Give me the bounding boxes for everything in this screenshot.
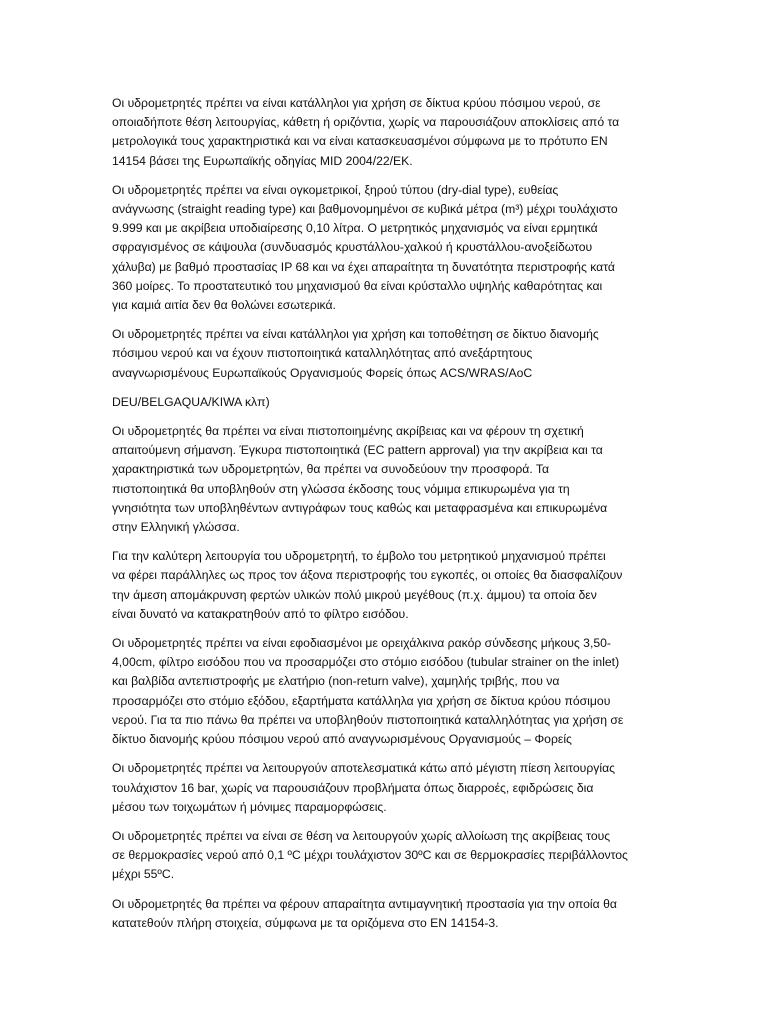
paragraph-4: DEU/BELGAQUA/KIWA κλπ) [112,394,270,409]
paragraph-8: Οι υδρομετρητές πρέπει να λειτουργούν αποτελεσματικά κάτω από μέγιστη πίεση λειτουργίας τουλάχιστον 16 bar, χωρίς να παρουσιάζουν προβλήματα όπως διαρροές, εφιδρώσεις δια μέσου των τοιχωμάτων ή μόνιμες παραμορφώσεις. [112,761,615,814]
paragraph-7: Οι υδρομετρητές πρέπει να είναι εφοδιασμένοι με ορειχάλκινα ρακόρ σύνδεσης μήκους 3,50- 4,00cm, φίλτρο εισόδου που να προσαρμόζει στο στόμιο εισόδου (tubular strainer on the inlet) και βαλβίδα αντεπιστροφής με ελατήριο (non-return valve), χαμηλής τριβής, που να προσαρμόζει στο στόμιο εξόδου, εξαρτήματα κατάλληλα για χρήση σε δίκτυα κρύου πόσιμου νερού. Για τα πιο πάνω θα πρέπει να υποβληθούν πιστοποιητικά καταλληλότητας για χρήση σε δίκτυο διανομής κρύου πόσιμου νερού από αναγνωρισμένους Οργανισμούς – Φορείς [112,636,624,747]
paragraph-1: Οι υδρομετρητές πρέπει να είναι κατάλληλοι για χρήση σε δίκτυα κρύου πόσιμου νερού, σε οποιαδήποτε θέση λειτουργίας, κάθετη ή οριζόντια, χωρίς να παρουσιάζουν αποκλίσεις από τα μετρολογικά τους χαρακτηριστικά και να είναι κατασκευασμένοι σύμφωνα με το πρότυπο EN 14154 βάσει της Ευρωπαϊκής οδηγίας MID 2004/22/ΕΚ. [112,96,620,168]
paragraph-3: Οι υδρομετρητές πρέπει να είναι κατάλληλοι για χρήση και τοποθέτηση σε δίκτυο διανομής πόσιμου νερού και να έχουν πιστοποιητικά καταλληλότητας από ανεξάρτητους αναγνωρισμένους Ευρωπαϊκούς Οργανισμούς Φορείς όπως ACS/WRAS/AoC [112,327,599,380]
paragraph-10: Οι υδρομετρητές θα πρέπει να φέρουν απαραίτητα αντιμαγνητική προστασία για την οποία θα κατατεθούν πλήρη στοιχεία, σύμφωνα με τα οριζόμενα στο EN 14154-3. [112,896,617,930]
paragraph-5: Οι υδρομετρητές θα πρέπει να είναι πιστοποιημένης ακρίβειας και να φέρουν τη σχετική απαιτούμενη σήμανση. Έγκυρα πιστοποιητικά (EC pattern approval) για την ακρίβεια και τα χαρακτηριστικά των υδρομετρητών, θα πρέπει να συνοδεύουν την προσφορά. Τα πιστοποιητικά θα υποβληθούν στη γλώσσα έκδοσης τους νόμιμα επικυρωμένα για τη γνησιότητα των υποβληθέντων αντιγράφων τους καθώς και μεταφρασμένα και επικυρωμένα στην Ελληνική γλώσσα. [112,424,608,535]
document-body [112,94,662,943]
paragraph-2: Οι υδρομετρητές πρέπει να είναι ογκομετρικοί, ξηρού τύπου (dry-dial type), ευθείας ανάγνωσης (straight reading type) και βαθμονομημένοι σε κυβικά μέτρα (m³) μέχρι τουλάχιστο 9.999 και με ακρίβεια υποδιαίρεσης 0,10 λίτρα. Ο μετρητικός μηχανισμός να είναι ερμητικά σφραγισμένος σε κάψουλα (συνδυασμός κρυστάλλου-χαλκού ή κρυστάλλου-ανοξείδωτου χάλυβα) με βαθμό προστασίας IP 68 και να έχει απαραίτητα τη δυνατότητα περιστροφής κατά 360 μοίρες. Το προστατευτικό του μηχανισμού θα είναι κρύσταλλο υψηλής καθαρότητας και για καμιά αιτία δεν θα θολώνει εσωτερικά. [112,182,618,313]
paragraph-6: Για την καλύτερη λειτουργία του υδρομετρητή, το έμβολο του μετρητικού μηχανισμού πρέπει να φέρει παράλληλες ως προς τον άξονα περιστροφής του εγκοπές, οι οποίες θα διασφαλίζουν την άμεση απομάκρυνση φερτών υλικών πολύ μικρού μεγέθους (π.χ. άμμου) τα οποία δεν είναι δυνατό να κατακρατηθούν από το φίλτρο εισόδου. [112,549,623,621]
paragraph-9: Οι υδρομετρητές πρέπει να είναι σε θέση να λειτουργούν χωρίς αλλοίωση της ακρίβειας τους σε θερμοκρασίες νερού από 0,1 ºC μέχρι τουλάχιστον 30ºC και σε θερμοκρασίες περιβάλλοντος μέχρι 55ºC. [112,828,628,882]
